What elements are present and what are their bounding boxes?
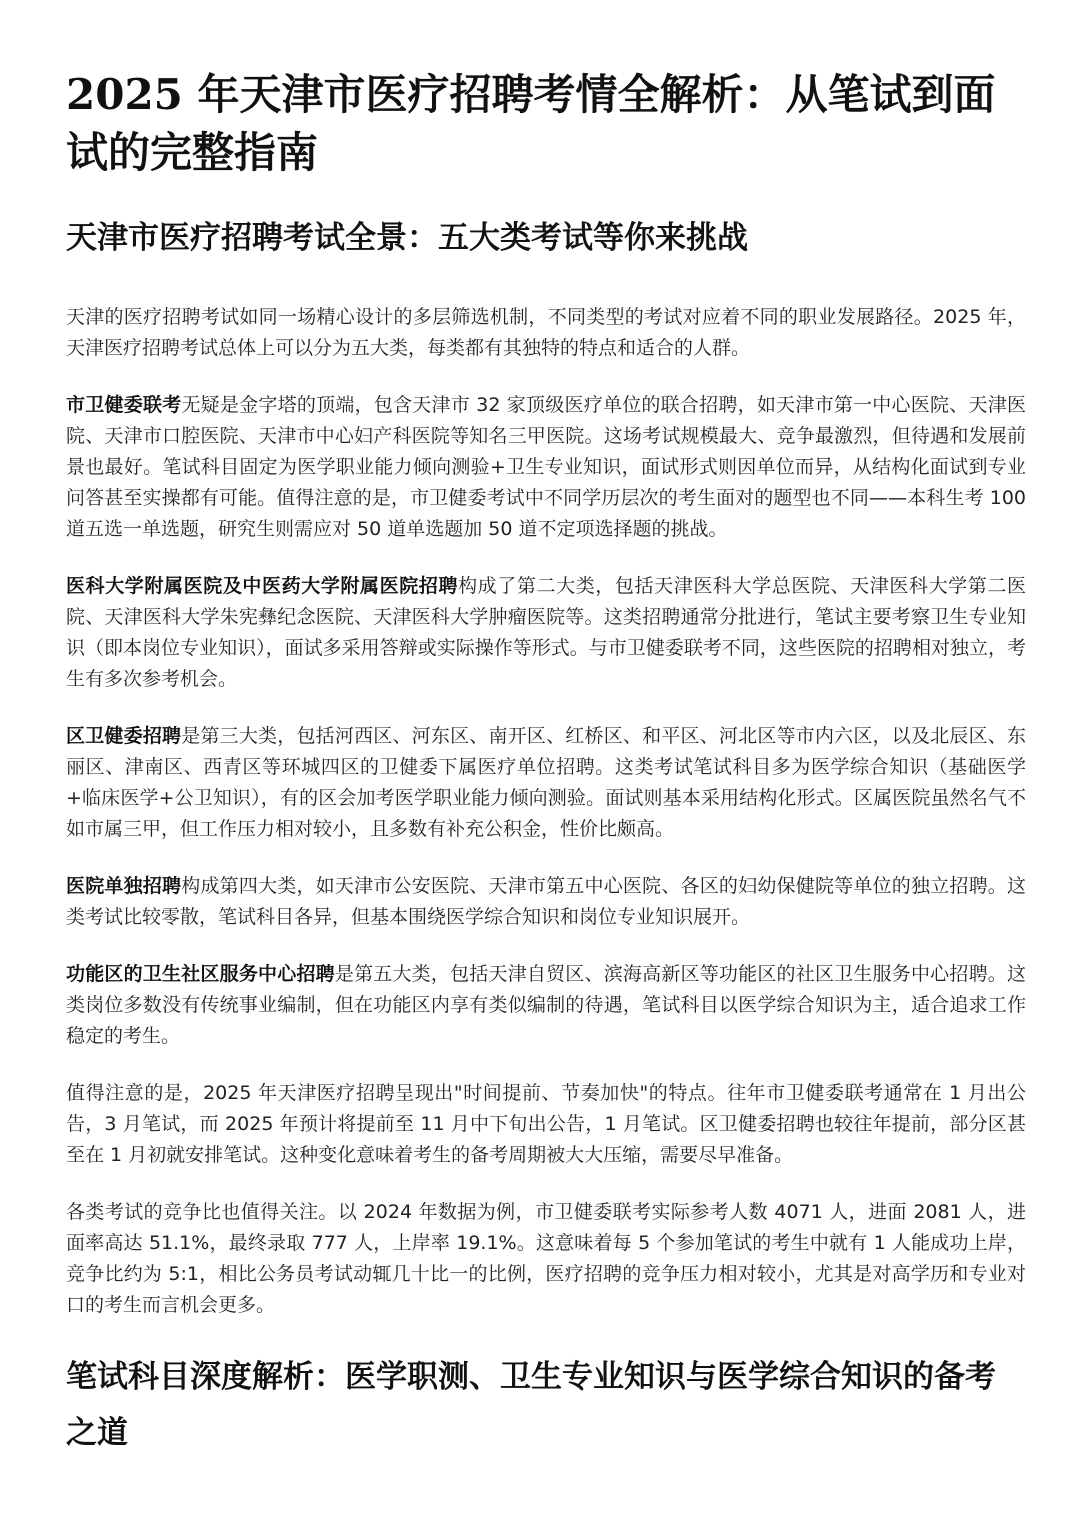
term-university-hospitals: 医科大学附属医院及中医药大学附属医院招聘	[66, 575, 459, 597]
term-community-centers: 功能区的卫生社区服务中心招聘	[66, 963, 335, 985]
paragraph-competition-ratio: 各类考试的竞争比也值得关注。以 2024 年数据为例，市卫健委联考实际参考人数 4071 人，进面 2081 人，进面率高达 51.1%，最终录取 777 人，上岸率 19.1%。这意味着每 5 个参加笔试的考生中就有 1 人能成功上岸，竞争比约为 5:1，相比公务员考试动辄几十比一的比例，医疗招聘的竞争压力相对较小，尤其是对高学历和专业对口的考生而言机会更多。	[66, 1201, 1026, 1316]
paragraph-text: 构成了第二大类，包括天津医科大学总医院、天津医科大学第二医院、天津医科大学朱宪彝纪念医院、天津医科大学肿瘤医院等。这类招聘通常分批进行，笔试主要考察卫生专业知识（即本岗位专业知识），面试多采用答辩或实际操作等形式。与市卫健委联考不同，这些医院的招聘相对独立，考生有多次参考机会。	[66, 575, 1026, 690]
section-body-exam-overview	[66, 302, 1026, 1321]
paragraph-community-centers	[66, 959, 1026, 1052]
paragraph-text: 是第三大类，包括河西区、河东区、南开区、红桥区、和平区、河北区等市内六区，以及北辰区、东丽区、津南区、西青区等环城四区的卫健委下属医疗单位招聘。这类考试笔试科目多为医学综合知识（基础医学+临床医学+公卫知识），有的区会加考医学职业能力倾向测验。面试则基本采用结构化形式。区属医院虽然名气不如市属三甲，但工作压力相对较小，且多数有补充公积金，性价比颇高。	[66, 725, 1026, 840]
document-page	[66, 66, 1026, 1461]
paragraph-timing-change: 值得注意的是，2025 年天津医疗招聘呈现出"时间提前、节奏加快"的特点。往年市卫健委联考通常在 1 月出公告，3 月笔试，而 2025 年预计将提前至 11 月中下旬出公告，1 月笔试。区卫健委招聘也较往年提前，部分区甚至在 1 月初就安排笔试。这种变化意味着考生的备考周期被大大压缩，需要尽早准备。	[66, 1082, 1026, 1166]
section-heading-written-exam: 笔试科目深度解析：医学职测、卫生专业知识与医学综合知识的备考之道	[66, 1359, 996, 1451]
document-title: 2025 年天津市医疗招聘考情全解析：从笔试到面试的完整指南	[66, 70, 996, 177]
paragraph-hospital-independent	[66, 871, 1026, 933]
paragraph-district-recruitment	[66, 721, 1026, 845]
paragraph-text: 是第五大类，包括天津自贸区、滨海高新区等功能区的社区卫生服务中心招聘。这类岗位多数没有传统事业编制，但在功能区内享有类似编制的待遇，笔试科目以医学综合知识为主，适合追求工作稳定的考生。	[66, 963, 1026, 1047]
paragraph-text: 构成第四大类，如天津市公安医院、天津市第五中心医院、各区的妇幼保健院等单位的独立招聘。这类考试比较零散，笔试科目各异，但基本围绕医学综合知识和岗位专业知识展开。	[66, 875, 1026, 928]
paragraph-text: 无疑是金字塔的顶端，包含天津市 32 家顶级医疗单位的联合招聘，如天津市第一中心医院、天津医院、天津市口腔医院、天津市中心妇产科医院等知名三甲医院。这场考试规模最大、竞争最激烈，但待遇和发展前景也最好。笔试科目固定为医学职业能力倾向测验+卫生专业知识，面试形式则因单位而异，从结构化面试到专业问答甚至实操都有可能。值得注意的是，市卫健委考试中不同学历层次的考生面对的题型也不同——本科生考 100 道五选一单选题，研究生则需应对 50 道单选题加 50 道不定项选择题的挑战。	[66, 394, 1026, 540]
term-hospital-independent: 医院单独招聘	[66, 875, 182, 897]
paragraph-intro: 天津的医疗招聘考试如同一场精心设计的多层筛选机制，不同类型的考试对应着不同的职业发展路径。2025 年，天津医疗招聘考试总体上可以分为五大类，每类都有其独特的特点和适合的人群。	[66, 306, 1026, 359]
section-heading-exam-overview: 天津市医疗招聘考试全景：五大类考试等你来挑战	[66, 220, 748, 256]
paragraph-university-hospitals	[66, 571, 1026, 695]
paragraph-city-joint-exam	[66, 390, 1026, 545]
term-district-recruitment: 区卫健委招聘	[66, 725, 182, 747]
term-city-joint-exam: 市卫健委联考	[66, 394, 182, 416]
